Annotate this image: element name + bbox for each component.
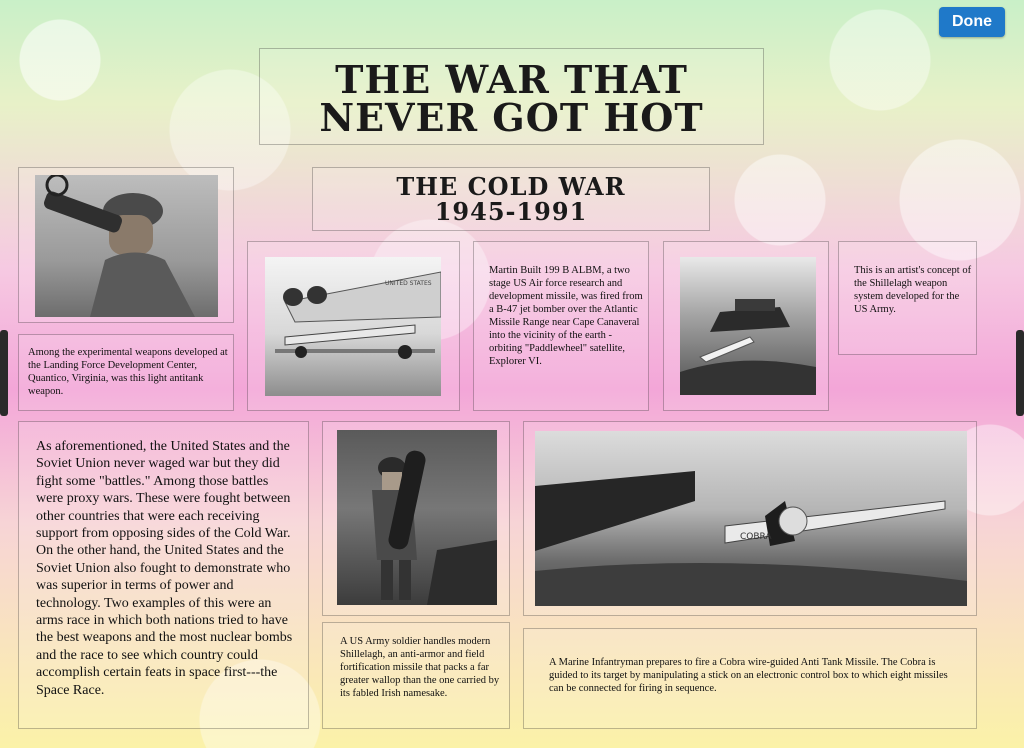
antitank-photo-panel[interactable]	[18, 167, 234, 323]
soldier-illustration	[337, 430, 497, 605]
cobra-illustration	[535, 431, 967, 606]
shillelagh-soldier-caption: A US Army soldier handles modern Shillelagh, an anti-armor and field fortification missile that packs a far greater wallop than the one carried by its fabled Irish namesake.	[340, 636, 500, 699]
title-panel[interactable]	[259, 48, 764, 145]
done-button[interactable]: Done	[939, 7, 1005, 37]
martin-missile-caption: Martin Built 199 B ALBM, a two stage US Air force research and development missile, was fired from a B-47 jet bomber over the Atlantic Missile Range near Cape Canaveral into the vicinity of the earth -orbiting "Paddlewheel" satellite, Explorer VI.	[489, 265, 643, 367]
left-edge-handle	[0, 330, 8, 416]
page-subtitle	[313, 174, 709, 224]
tank-illustration	[680, 257, 816, 395]
shillelagh-tank-photo	[680, 257, 816, 395]
martin-caption-panel[interactable]	[473, 241, 649, 411]
cobra-body-text: COBRA	[740, 532, 772, 542]
cobra-missile-photo	[535, 431, 967, 606]
body-text-panel[interactable]	[18, 421, 309, 729]
shillelagh-concept-caption: This is an artist's concept of the Shillelagh weapon system developed for the US Army.	[854, 265, 972, 315]
antitank-caption-panel[interactable]	[18, 334, 234, 411]
tank-photo-panel[interactable]	[663, 241, 829, 411]
antitank-soldier-photo	[35, 175, 218, 317]
shillelagh-soldier-photo-panel[interactable]	[322, 421, 510, 616]
page-title-line1: THE WAR THAT	[335, 57, 688, 102]
cobra-caption-panel[interactable]	[523, 628, 977, 729]
page-title-line2: NEVER GOT HOT	[319, 95, 704, 140]
bomber-illustration	[265, 257, 441, 396]
right-edge-handle	[1016, 330, 1024, 416]
bomber-tail-text: UNITED STATES	[385, 280, 432, 287]
b47-bomber-photo	[265, 257, 441, 396]
antitank-caption: Among the experimental weapons developed at the Landing Force Development Center, Quantico, Virginia, was this light antitank weapon.	[28, 347, 228, 397]
shillelagh-soldier-caption-panel[interactable]	[322, 622, 510, 729]
bomber-photo-panel[interactable]	[247, 241, 460, 411]
shillelagh-soldier-photo	[337, 430, 497, 605]
cobra-caption: A Marine Infantryman prepares to fire a Cobra wire-guided Anti Tank Missile. The Cobra is guided to its target by manipulating a stick on an electronic control box to which eight missiles can be connected for firing in sequence.	[549, 657, 948, 694]
shillelagh-concept-caption-panel[interactable]	[838, 241, 977, 355]
subtitle-line1: THE COLD WAR	[396, 172, 626, 201]
page-title	[260, 57, 763, 140]
body-paragraph: As aforementioned, the United States and the Soviet Union never waged war but they did fight some "battles." Among those battles were proxy wars. These were fought between other countries that were each receiving support from opposing sides of the Cold War. On the other hand, the United States and the Soviet Union also fought to demonstrate who was superior in terms of power and technology. Two examples of this were an arms race in which both nations tried to have the best weapons and the most nuclear bombs and the race to see which country could accomplish certain feats in space first---the Space Race.	[36, 439, 293, 698]
subtitle-panel[interactable]	[312, 167, 710, 231]
antitank-soldier-illustration	[35, 175, 218, 317]
cobra-photo-panel[interactable]	[523, 421, 977, 616]
subtitle-line2: 1945-1991	[434, 197, 588, 226]
